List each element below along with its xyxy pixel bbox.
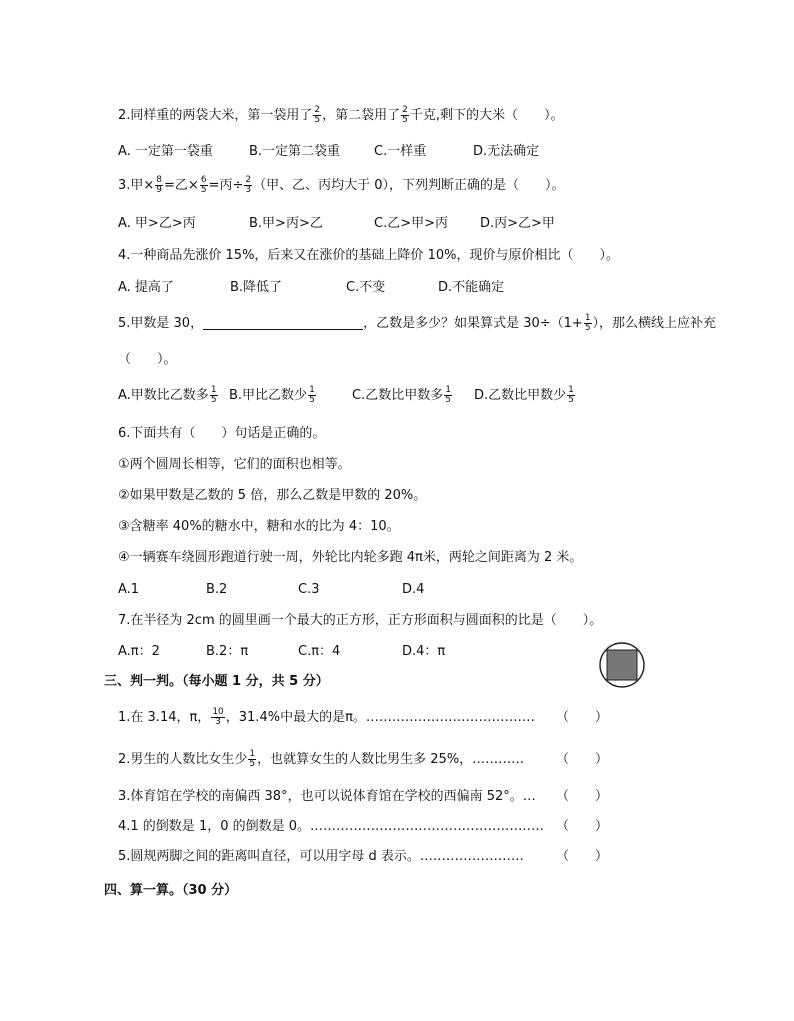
option-a[interactable]: A. 提高了: [118, 280, 174, 295]
judge-1-answer[interactable]: （ ）: [556, 710, 609, 725]
fraction: $\frac{2}{3}$: [245, 175, 252, 195]
option-b[interactable]: B.一定第二袋重: [249, 144, 341, 159]
judge-4-answer[interactable]: （ ）: [556, 819, 609, 834]
question-5: 5.甲数是 30， ，乙数是多少？如果算式是 30÷（1+ $\frac{1}{5}$ ），那么横线上应补充: [118, 313, 717, 333]
statement-2: ②如果甲数是乙数的 5 倍，那么乙数是甲数的 20%。: [118, 488, 427, 503]
answer-blank[interactable]: [203, 315, 363, 330]
fraction: $\frac{1}{5}$: [568, 385, 574, 405]
option-a[interactable]: A. 一定第一袋重: [118, 144, 213, 159]
option-a[interactable]: A.π：2: [118, 644, 160, 659]
section-3-title: 三、判一判。（每小题 1 分，共 5 分）: [104, 674, 329, 689]
judge-2-answer[interactable]: （ ）: [556, 752, 609, 767]
option-a[interactable]: A. 甲>乙>丙: [118, 216, 196, 231]
judge-3-answer[interactable]: （ ）: [556, 789, 609, 804]
fraction: $\frac{1}{5}$: [249, 749, 256, 769]
option-c[interactable]: C.乙数比甲数多 $\frac{1}{5}$: [352, 385, 451, 405]
square-in-circle-figure: [598, 641, 646, 689]
judge-1: 1.在 3.14，π， $\frac{10}{3}$ ，31.4%中最大的是π。…………………………………: [118, 707, 535, 727]
option-a[interactable]: A.1: [118, 582, 140, 597]
option-d[interactable]: D.4: [402, 582, 425, 597]
fraction: $\frac{8}{9}$: [156, 175, 163, 195]
option-b[interactable]: B.甲比乙数少 $\frac{1}{5}$: [229, 385, 315, 405]
option-c[interactable]: C.一样重: [374, 144, 427, 159]
option-b[interactable]: B.2：π: [206, 644, 249, 659]
section-4-title: 四、算一算。（30 分）: [104, 883, 238, 898]
fraction: $\frac{2}{5}$: [314, 105, 321, 125]
fraction: $\frac{1}{5}$: [309, 385, 315, 405]
option-c[interactable]: C.乙>甲>丙: [374, 216, 448, 231]
fraction: $\frac{10}{3}$: [212, 707, 224, 727]
option-b[interactable]: B.降低了: [230, 280, 283, 295]
option-d[interactable]: D.丙>乙>甲: [480, 216, 555, 231]
option-b[interactable]: B.2: [206, 582, 228, 597]
question-7: 7.在半径为 2cm 的圆里画一个最大的正方形，正方形面积与圆面积的比是（ ）。: [118, 613, 603, 628]
judge-3: 3.体育馆在学校的南偏西 38°，也可以说体育馆在学校的西偏南 52°。…: [118, 789, 536, 804]
fraction: $\frac{1}{5}$: [210, 385, 217, 405]
option-c[interactable]: C.π：4: [298, 644, 341, 659]
question-5-paren: （ ）。: [118, 352, 177, 367]
statement-3: ③含糖率 40%的糖水中，糖和水的比为 4：10。: [118, 519, 400, 534]
question-4: 4.一种商品先涨价 15%，后来又在涨价的基础上降价 10%，现价与原价相比（ ）。: [118, 248, 619, 263]
judge-4: 4.1 的倒数是 1，0 的倒数是 0。………………………………………………: [118, 819, 545, 834]
fraction: $\frac{1}{5}$: [445, 385, 451, 405]
option-d[interactable]: D.乙数比甲数少 $\frac{1}{5}$: [474, 385, 574, 405]
option-d[interactable]: D.不能确定: [438, 280, 505, 295]
option-d[interactable]: D.无法确定: [473, 144, 540, 159]
judge-5: 5.圆规两脚之间的距离叫直径，可以用字母 d 表示。……………………: [118, 849, 524, 864]
question-3: 3.甲× $\frac{8}{9}$ =乙× $\frac{6}{5}$ =丙÷ $\frac{2}{3}$ （甲、乙、丙均大于 0），下列判断正确的是（ ）。: [118, 175, 565, 195]
option-c[interactable]: C.3: [298, 582, 320, 597]
option-d[interactable]: D.4：π: [402, 644, 446, 659]
fraction: $\frac{1}{5}$: [584, 313, 591, 333]
judge-5-answer[interactable]: （ ）: [556, 849, 609, 864]
option-a[interactable]: A.甲数比乙数多 $\frac{1}{5}$: [118, 385, 217, 405]
fraction: $\frac{6}{5}$: [200, 175, 207, 195]
statement-4: ④一辆赛车绕圆形跑道行驶一周，外轮比内轮多跑 4π米，两轮之间距离为 2 米。: [118, 550, 583, 565]
statement-1: ①两个圆周长相等，它们的面积也相等。: [118, 457, 351, 472]
option-c[interactable]: C.不变: [346, 280, 386, 295]
question-6: 6.下面共有（ ）句话是正确的。: [118, 426, 326, 441]
judge-2: 2.男生的人数比女生少 $\frac{1}{5}$ ，也就算女生的人数比男生多 25%，…………: [118, 749, 525, 769]
option-b[interactable]: B.甲>丙>乙: [249, 216, 323, 231]
square-shape: [607, 650, 637, 680]
fraction: $\frac{2}{5}$: [402, 105, 408, 125]
question-2: 2.同样重的两袋大米，第一袋用了 $\frac{2}{5}$ ，第二袋用了 $\frac{2}{5}$ 千克,剩下的大米（ ）。: [118, 105, 564, 125]
